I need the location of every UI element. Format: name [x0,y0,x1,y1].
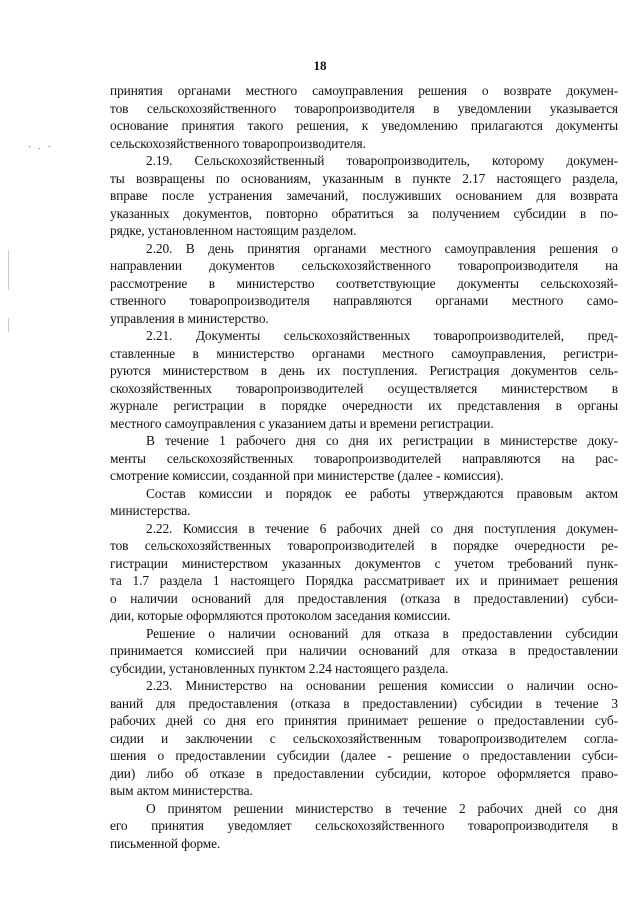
text-line: журнале регистрации в порядке очередности их представления в органы [110,398,618,413]
text-line: ты возвращены по основаниям, указанным в пункте 2.17 настоящего раздела, [110,170,618,186]
text-line: ственного товаропроизводителя направляются органами местного само- [110,293,618,308]
paragraph-start-2-23: 2.23. Министерство на основании решения комиссии о наличии осно- [146,678,618,693]
text-line: шения о предоставлении субсидии (далее - решение о предоставлении субси- [110,748,618,763]
paragraph-start-2-19: 2.19. Сельскохозяйственный товаропроизводитель, которому докумен- [146,153,618,168]
text-line: принятия органами местного самоуправления решения о возврате докумен- [110,83,618,98]
text-line: принимается комиссией при наличии оснований для отказа в предоставлении [110,643,618,658]
text-line: управления в министерство. [110,310,269,326]
text-line: ставленные в министерство органами местного самоуправления, регистри- [110,345,618,361]
text-line: его принятия уведомляет сельскохозяйственного товаропроизводителя в [110,818,618,833]
text-line: вправе после устранения замечаний, послуживших основанием для возврата [110,188,618,203]
document-body [110,82,618,852]
text-line: гистрации министерством указанных документов с учетом требований пунк- [110,555,618,571]
text-line: указанных документов, повторно обратиться за получением субсидии в по- [110,205,618,221]
text-line: скохозяйственных товаропроизводителей осуществляется министерством в [110,380,618,396]
paragraph-start-2-20: 2.20. В день принятия органами местного самоуправления решения о [146,240,618,256]
text-line: вым актом министерства. [110,783,253,798]
paragraph-start: О принятом решении министерство в течение 2 рабочих дней со дня [146,800,618,816]
text-line: дии, которые оформляются протоколом заседания комиссии. [110,608,451,623]
text-line: направлении документов сельскохозяйственного товаропроизводителя на [110,258,618,273]
text-line: о наличии оснований для предоставления (отказа в предоставлении) субси- [110,590,618,606]
text-line: сельскохозяйственного товаропроизводителя. [110,135,366,151]
text-line: министерства. [110,503,191,518]
text-line: основание принятия такого решения, к уведомлению прилагаются документы [110,118,618,133]
text-line: рассмотрение в министерство соответствующие документы сельскохозяй- [110,275,618,291]
text-line: дии) либо об отказе в предоставлении субсидии, которое оформляется право- [110,765,618,781]
paragraph-start-2-21: 2.21. Документы сельскохозяйственных товаропроизводителей, пред- [146,328,618,343]
text-line: та 1.7 раздела 1 настоящего Порядка рассматривает их и принимает решения [110,573,618,588]
text-line: сидии и заключении с сельскохозяйственным товаропроизводителем согла- [110,730,618,746]
text-line: руются министерством в день их поступления. Регистрация документов сель- [110,363,618,378]
text-line: тов сельскохозяйственных товаропроизводителей в порядке очередности ре- [110,538,618,553]
paragraph-start-2-22: 2.22. Комиссия в течение 6 рабочих дней со дня поступления докумен- [146,520,618,536]
text-line: рядке, установленном настоящим разделом. [110,223,357,238]
page-number: 18 [313,58,327,73]
text-line: местного самоуправления с указанием даты и времени регистрации. [110,415,494,431]
text-line: письменной форме. [110,835,221,851]
paragraph-start: В течение 1 рабочего дня со дня их регистрации в министерстве доку- [146,433,618,448]
scan-edge-mark [8,250,9,290]
text-line: смотрение комиссии, созданной при министерстве (далее - комиссия). [110,468,504,483]
text-line: менты сельскохозяйственных товаропроизводителей направляются на рас- [110,450,618,466]
margin-mark: - . - [28,142,54,152]
paragraph-start: Решение о наличии оснований для отказа в предоставлении субсидии [146,625,618,641]
text-line: тов сельскохозяйственного товаропроизводителя в уведомлении указывается [110,100,618,116]
text-line: рабочих дней со дня его принятия принимает решение о предоставлении суб- [110,713,618,728]
text-line: ваний для предоставления (отказа в предоставлении) субсидии в течение 3 [110,695,618,711]
paragraph-start: Состав комиссии и порядок ее работы утверждаются правовым актом [146,485,618,501]
text-line: субсидии, установленных пунктом 2.24 настоящего раздела. [110,660,449,676]
scan-edge-mark [8,318,9,332]
